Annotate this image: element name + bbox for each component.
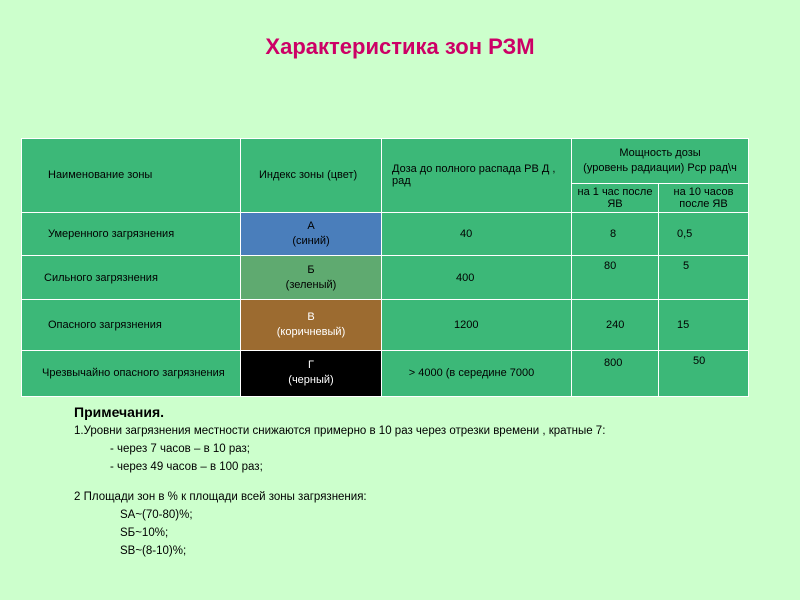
table-row — [22, 350, 749, 396]
area-a: SА~(70-80)%; — [120, 509, 193, 521]
zone-index-letter: В — [307, 310, 315, 323]
zone-rate-1h: 240 — [572, 300, 659, 350]
zone-rate-10h: 50 — [659, 350, 749, 396]
zone-dose: 40 — [382, 212, 572, 255]
zone-index-cell — [241, 212, 382, 255]
zone-dose: 1200 — [382, 300, 572, 350]
area-v: SВ~(8-10)%; — [120, 545, 187, 557]
header-after-1h: на 1 час после ЯВ — [572, 184, 659, 212]
zone-rate-1h: 800 — [572, 350, 659, 396]
zone-dose: 400 — [382, 255, 572, 299]
zone-index-cell — [241, 350, 382, 396]
table-row — [22, 212, 749, 255]
zone-index-color: (черный) — [288, 374, 334, 387]
note-2: 2 Площади зон в % к площади всей зоны загрязнения: — [74, 491, 367, 503]
zone-index-color: (синий) — [292, 234, 330, 247]
zone-rate-1h: 80 — [572, 255, 659, 299]
zone-rate-10h: 15 — [659, 300, 749, 350]
zone-name: Опасного загрязнения — [22, 300, 241, 350]
zone-rate-10h: 5 — [659, 255, 749, 299]
notes-heading: Примечания. — [74, 404, 165, 420]
zone-name: Умеренного загрязнения — [22, 212, 241, 255]
note-1: 1.Уровни загрязнения местности снижаются примерно в 10 раз через отрезки времени , кратные 7: — [74, 425, 606, 437]
zone-index-color: (коричневый) — [276, 325, 346, 338]
zone-index-letter: Б — [307, 263, 315, 276]
note-1-item: - через 49 часов – в 100 раз; — [110, 461, 263, 473]
header-dose-rate: Мощность дозы — [619, 147, 701, 160]
zone-index-cell — [241, 255, 382, 299]
zone-index-cell — [241, 300, 382, 350]
header-radiation-level: (уровень радиации) Рср рад\ч — [583, 162, 737, 175]
zone-index-letter: А — [307, 219, 315, 232]
zones-table — [21, 138, 749, 397]
zone-rate-1h: 8 — [572, 212, 659, 255]
table-row — [22, 255, 749, 299]
header-zone-index: Индекс зоны (цвет) — [241, 139, 382, 213]
zone-dose: > 4000 (в середине 7000 — [382, 350, 572, 396]
header-dose: Доза до полного распада РВ Д , рад — [382, 139, 572, 213]
zone-index-color: (зеленый) — [285, 278, 337, 291]
header-after-10h: на 10 часов после ЯВ — [659, 184, 749, 212]
notes-section — [74, 402, 774, 560]
note-1-item: - через 7 часов – в 10 раз; — [110, 443, 250, 455]
zone-name: Чрезвычайно опасного загрязнения — [22, 350, 241, 396]
zone-index-letter: Г — [308, 359, 314, 372]
zone-name: Сильного загрязнения — [22, 255, 241, 299]
header-zone-name: Наименование зоны — [22, 139, 241, 213]
table-row — [22, 300, 749, 350]
area-b: SБ~10%; — [120, 527, 169, 539]
page-title: Характеристика зон РЗМ — [265, 34, 535, 59]
zone-rate-10h: 0,5 — [659, 212, 749, 255]
